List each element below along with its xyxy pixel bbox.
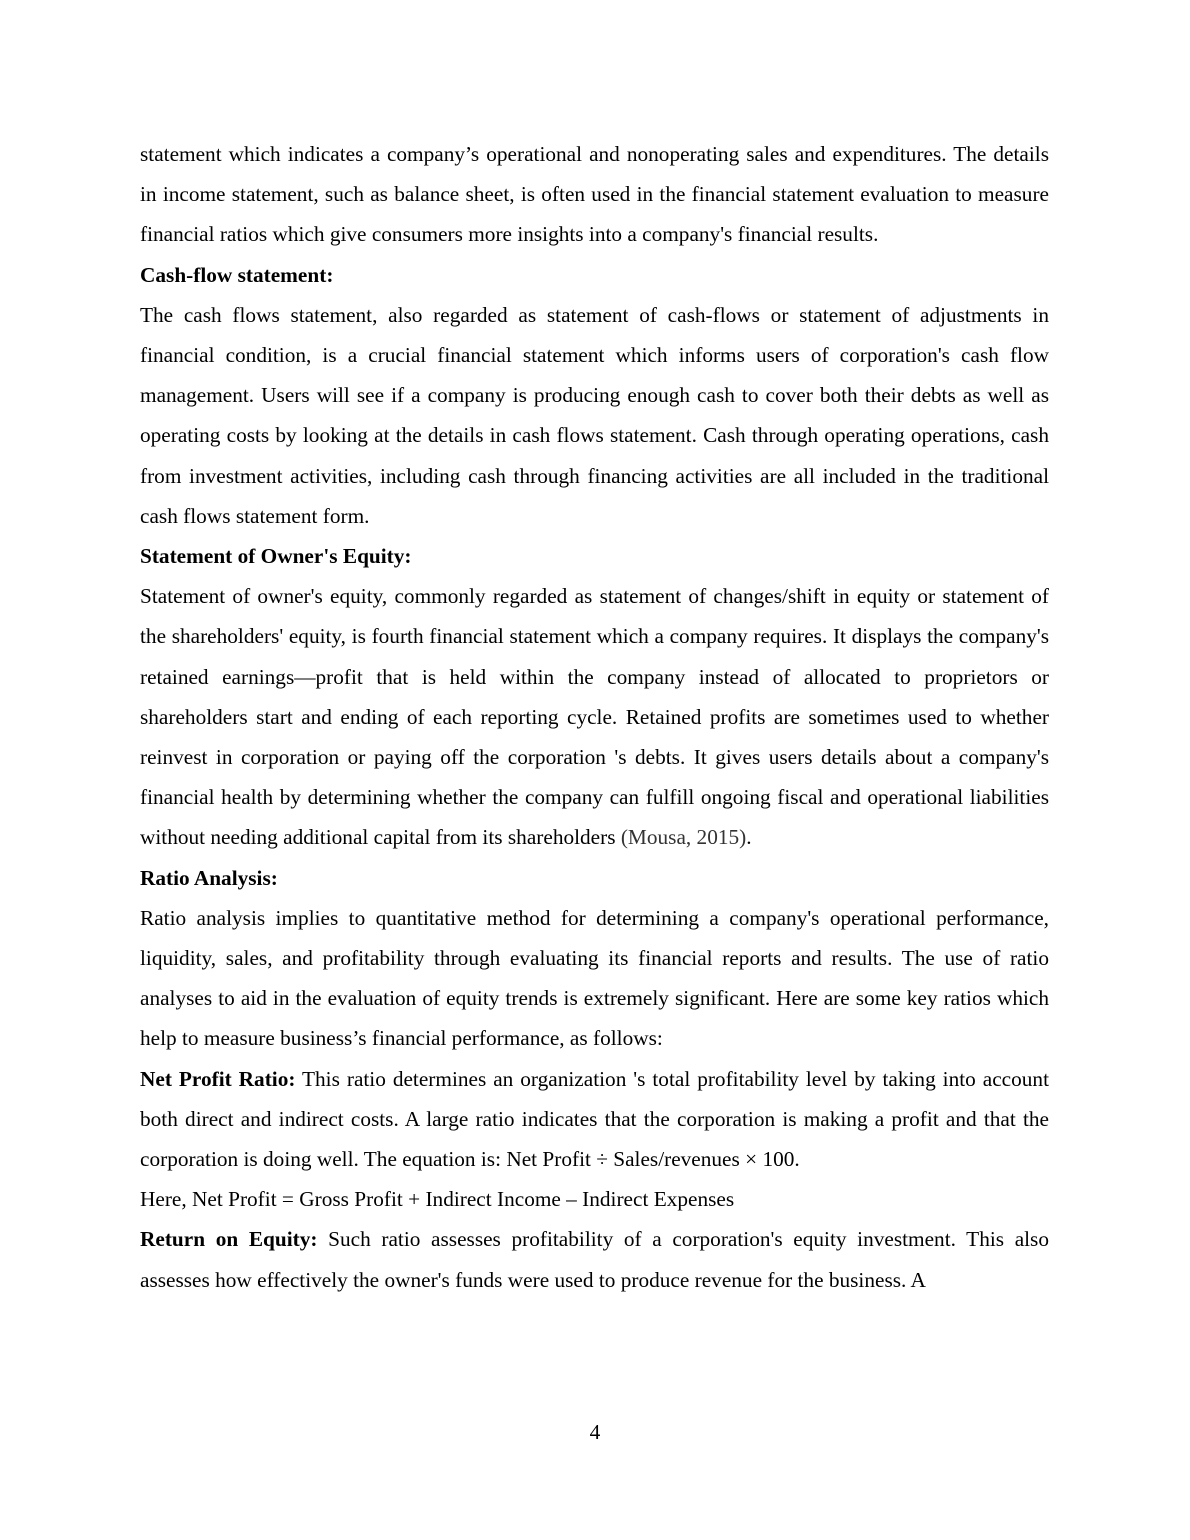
return-on-equity-text: Such ratio assesses profitability of a corporation's equity investment. This also assesses how effectively the owner's funds were used to produce revenue for the business. A [140,1227,1049,1292]
owners-equity-heading: Statement of Owner's Equity: [140,544,412,569]
return-on-equity-lead: Return on Equity: [140,1227,318,1252]
intro-paragraph: statement which indicates a company’s operational and nonoperating sales and expenditures. The details in income statement, such as balance sheet, is often used in the financial statement evaluation to measure financial ratios which give consumers more insights into a company's financial results. [140,142,1049,247]
net-profit-formula-line: Here, Net Profit = Gross Profit + Indirect Income – Indirect Expenses [140,1187,735,1212]
page-number: 4 [589,1420,601,1444]
owners-equity-end: . [746,825,752,850]
ratio-analysis-heading: Ratio Analysis: [140,865,278,890]
cash-flow-heading: Cash-flow statement: [140,262,334,287]
net-profit-ratio-paragraph [140,1059,1049,1180]
net-profit-ratio-text: This ratio determines an organization 's total profitability level by taking into account both direct and indirect costs. A large ratio indicates that the corporation is making a profit and that the corporation is doing well. The equation is: Net Profit ÷ Sales/revenues × 100. [140,1066,1049,1172]
owners-equity-text: Statement of owner's equity, commonly regarded as statement of changes/shift in equity or statement of the shareholders' equity, is fourth financial statement which a company requires. It displays the company's retained earnings—profit that is held within the company instead of allocated to proprietors or shareholders start and ending of each reporting cycle. Retained profits are sometimes used to whether reinvest in corporation or paying off the corporation 's debts. It gives users details about a company's financial health by determining whether the company can fulfill ongoing fiscal and operational liabilities without needing additional capital from its shareholders [140,584,1049,850]
return-on-equity-paragraph [140,1219,1049,1299]
citation-link[interactable]: (Mousa, 2015) [620,825,747,850]
ratio-analysis-paragraph: Ratio analysis implies to quantitative method for determining a company's operational performance, liquidity, sales, and profitability through evaluating its financial reports and results. The use of ratio analyses to aid in the evaluation of equity trends is extremely significant. Here are some key ratios which help to measure business’s financial performance, as follows: [140,905,1049,1051]
net-profit-ratio-lead: Net Profit Ratio: [140,1066,296,1091]
page-content [140,134,1049,1300]
owners-equity-paragraph [140,576,1049,857]
cash-flow-paragraph: The cash flows statement, also regarded as statement of cash-flows or statement of adjustments in financial condition, is a crucial financial statement which informs users of corporation's cash flow management. Users will see if a company is producing enough cash to cover both their debts as well as operating costs by looking at the details in cash flows statement. Cash through operating operations, cash from investment activities, including cash through financing activities are all included in the traditional cash flows statement form. [140,302,1049,528]
